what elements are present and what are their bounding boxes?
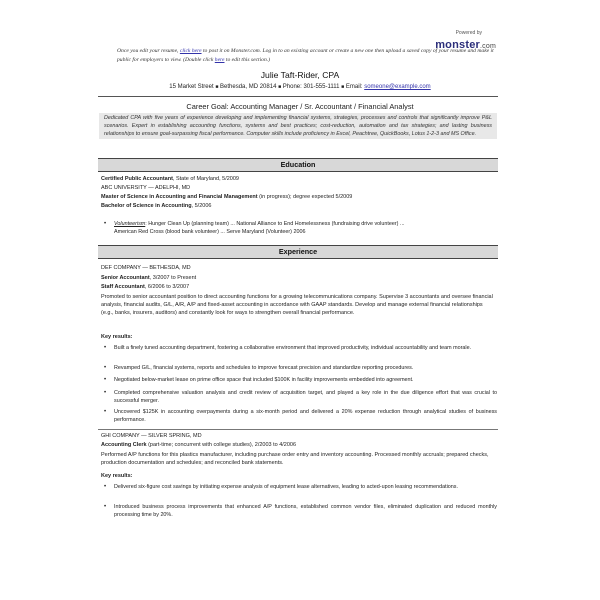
job-divider (98, 429, 498, 430)
job2-bullet-2: Introduced business process improvements that enhanced A/P functions, established common vendor files, eliminated duplication and reduced monthly processing time by 20%. (114, 504, 497, 518)
here-link[interactable]: here (214, 57, 225, 63)
bullet-icon: • (104, 390, 107, 396)
job2-description: Performed A/P functions for this plastics manufacturer, including purchase order entry and inventory accounting. Processed monthly accruals; prepared checks, production documentation and schedules; and reconciled bank statements. (101, 452, 489, 466)
separator-icon: ■ (215, 84, 219, 90)
address: 15 Market Street (169, 84, 214, 90)
job1-bullet-4: Completed comprehensive valuation analysis and credit review of acquisition target, and played a key role in the due diligence effort that was crucial to successful merger. (114, 390, 497, 404)
experience-heading: Experience (98, 245, 498, 259)
role-senior (101, 274, 496, 282)
job1-description: Promoted to senior accountant position to direct accounting functions for a growing telecommunications company. Supervise 3 accountants and oversee financial analysis, financial audits, G/L, A/R, A/P and fixed-asset accounting in accordance with GAAP standards. Develop and manage external financial relationships (e.g., banks, insurers, auditors) and constantly look for ways to strengthen overall financial performance. (101, 294, 493, 316)
brand-name: monster (435, 39, 481, 51)
role-staff-dates: , 6/2006 to 3/2007 (144, 284, 190, 290)
company-1: DEF COMPANY — BETHESDA, MD (101, 265, 191, 271)
header-divider (98, 96, 498, 97)
role-staff-title: Staff Accountant (101, 284, 145, 290)
role-clerk-title: Accounting Clerk (101, 442, 147, 448)
bullet-icon: • (104, 365, 107, 371)
candidate-name: Julie Taft-Rider, CPA (260, 70, 340, 80)
summary-box: Dedicated CPA with five years of experience developing and implementing financial systems, strategies, processes and controls that significantly improve P&L scenarios. Expert in establishing accounting functions, systems and best practices; cost-reduction, automation and tax strategies; and lasting business relationships to ensure goal-surpassing fiscal performance. Computer skills include proficiency in Excel, Peachtree, QuickBooks, Lotus 1-2-3 and MS Office. (99, 113, 497, 139)
results-label-1: Key results: (101, 334, 133, 340)
brand-suffix: .com (480, 43, 496, 50)
school-line: ABC UNIVERSITY — ADELPHI, MD (101, 185, 191, 191)
intro-text-1: Once you edit your resume, (117, 48, 180, 54)
contact-line (0, 84, 600, 90)
job1-results-label (101, 333, 496, 341)
education-heading: Education (98, 158, 498, 172)
volunteer-label: Volunteerism (114, 221, 146, 227)
intro-text-2: to post it on Monster.com. Log in to an existing account or create a new one then upload a saved copy of your resume and make it public for employers to view. (Double click (117, 48, 494, 63)
job1-bullet-2: Revamped G/L, financial systems, reports and schedules to improve forecast precision and standardize reporting procedures. (114, 365, 414, 371)
company-2: GHI COMPANY — SILVER SPRING, MD (101, 433, 202, 439)
cpa-line (101, 175, 496, 183)
role-staff (101, 283, 496, 291)
job1-bullet-3: Negotiated below-market lease on prime office space that included $100K in facility improvements embedded into agreement. (114, 377, 414, 383)
intro-instructions (117, 47, 497, 65)
click-here-link[interactable]: click here (179, 48, 202, 54)
bachelor-detail: , 5/2006 (191, 203, 212, 209)
role-clerk-detail: (part-time; concurrent with college studies), 2/2003 to 4/2006 (146, 442, 297, 448)
volunteer-item (114, 221, 497, 237)
powered-by-label: Powered by (455, 30, 482, 36)
role-senior-title: Senior Accountant (101, 275, 150, 281)
volunteer-line-2: American Red Cross (blood bank volunteer) ... Serve Maryland (Volunteer) 2006 (114, 228, 306, 235)
bullet-icon: • (104, 484, 107, 490)
masters-title: Master of Science in Accounting and Financial Management (101, 194, 258, 200)
volunteer-line-1: : Hunger Clean Up (planning team) ... National Alliance to End Homelessness (fundraising drive volunteer) ... (145, 221, 405, 227)
intro-text-3: to edit this section.) (224, 57, 271, 63)
job2-results-label (101, 472, 496, 480)
bullet-icon: • (104, 504, 107, 510)
bachelor-line (101, 202, 496, 210)
masters-line (101, 193, 496, 201)
bullet-icon: • (104, 345, 107, 351)
city: Bethesda, MD 20814 (220, 84, 277, 90)
bachelor-title: Bachelor of Science in Accounting (101, 203, 192, 209)
email-link[interactable]: someone@example.com (364, 84, 431, 90)
bullet-icon: • (104, 409, 107, 415)
job2-bullet-1: Delivered six-figure cost savings by initiating expense analysis of equipment lease alternatives, leading to acted-upon leasing recommendations. (114, 484, 458, 490)
masters-detail: (in progress); degree expected 5/2009 (257, 194, 353, 200)
job1-bullet-5: Uncovered $125K in accounting overpayments during a six-month period and delivered a 20% expense reduction through analytical studies of business performance. (114, 409, 497, 423)
cpa-detail: , State of Maryland, 5/2009 (172, 176, 239, 182)
phone: Phone: 301-555-1111 (282, 84, 340, 90)
job1-bullet-1: Built a finely tuned accounting department, fostering a collaborative environment that improved productivity, individual accountability and team morale. (114, 345, 472, 351)
separator-icon: ■ (278, 84, 282, 90)
email-label: Email: (345, 84, 365, 90)
results-label-2: Key results: (101, 473, 133, 479)
bullet-icon: • (104, 221, 107, 227)
cpa-title: Certified Public Accountant (101, 176, 173, 182)
bullet-icon: • (104, 377, 107, 383)
role-clerk (101, 441, 496, 449)
separator-icon: ■ (341, 84, 345, 90)
career-goal: Career Goal: Accounting Manager / Sr. Accountant / Financial Analyst (186, 102, 414, 111)
role-senior-dates: , 3/2007 to Present (149, 275, 197, 281)
